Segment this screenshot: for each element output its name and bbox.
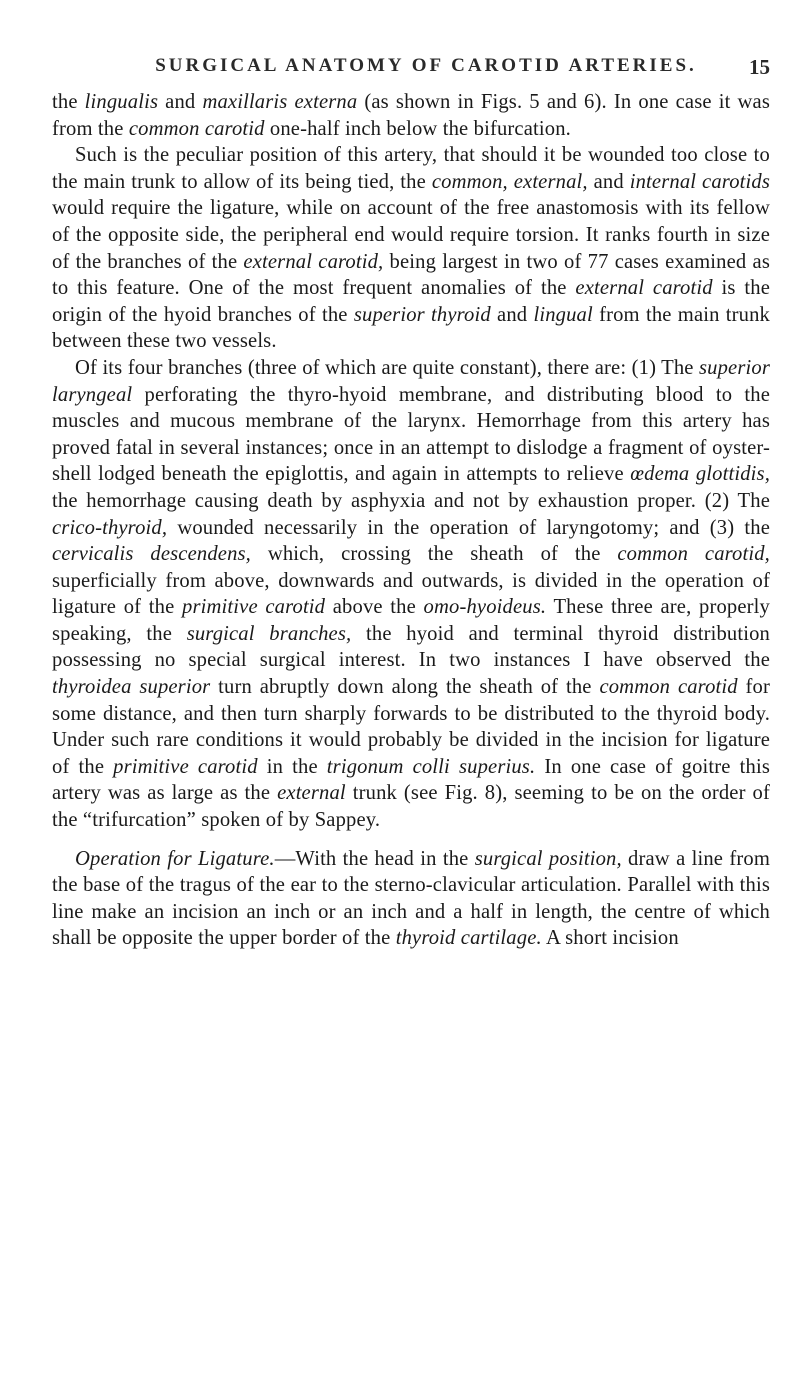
italic-term: œdema glottidis, (630, 463, 771, 486)
text-run: is the origin of the hyoid branches of the (52, 277, 770, 326)
italic-term: primitive carotid (113, 755, 258, 778)
italic-term: lingual (533, 303, 593, 326)
italic-term: thyroid cartilage. (395, 927, 542, 950)
text-run: A short incision (541, 927, 679, 950)
italic-term: common, external, (431, 170, 588, 193)
text-run: from the main trunk between these two vessels. (52, 303, 771, 353)
italic-term: external carotid, (243, 250, 384, 273)
text-run: in the (257, 755, 327, 778)
text-run: the (52, 91, 85, 113)
text-run: trunk (see Fig. 8), seeming to be on the order of the “trifurcation” spoken of by Sappey. (52, 782, 770, 832)
italic-term: common carotid (599, 676, 738, 699)
italic-term: thyroidea superior (52, 676, 211, 699)
paragraph-continuation (52, 89, 770, 142)
text-run: and (158, 91, 203, 113)
italic-term: surgical position, (474, 847, 622, 870)
italic-term: lingualis (84, 91, 159, 113)
text-run: Such is the peculiar position of this artery, that should it be wounded too close to the main trunk to allow of its being tied, the (52, 144, 770, 193)
italic-term: Operation for Ligature. (75, 847, 275, 870)
text-run: —With the head in the (274, 847, 475, 870)
italic-term: crico-thyroid, (52, 516, 168, 539)
paragraph-four-branches (52, 355, 770, 834)
paragraph-artery-position (52, 142, 770, 355)
page-number: 15 (749, 55, 770, 79)
text-run: turn abruptly down along the sheath of the (210, 676, 600, 699)
text-run: draw a line from the base of the tragus of the ear to the sterno-clavicular articulation. Parallel with this line make an incision an inch or an inch and a half in length, the centre of which shall be opposite the upper border of the (52, 847, 770, 950)
text-run: which, crossing the sheath of the (250, 543, 618, 566)
text-run: being largest in two of 77 cases examined as to this feature. One of the most frequent anomalies of the (52, 250, 770, 300)
italic-term: external carotid (575, 277, 713, 300)
italic-term: surgical branches, (186, 622, 352, 645)
text-run: would require the ligature, while on account of the free anastomosis with its fellow of the opposite side, the peripheral end would require torsion. It ranks fourth in size of the branches of the (52, 197, 770, 273)
text-run: In one case of goitre this artery was as large as the (52, 755, 770, 805)
italic-term: superior thyroid (353, 303, 491, 326)
text-run: and (587, 170, 630, 193)
body-text (52, 89, 770, 952)
running-title: SURGICAL ANATOMY OF CAROTID ARTERIES. (155, 55, 697, 76)
italic-term: internal carotids (629, 170, 770, 193)
italic-term: cervicalis descendens, (52, 543, 251, 566)
paragraph-operation-for-ligature (52, 846, 770, 952)
text-run: (as shown in Figs. 5 and 6). In one case it was from the (52, 91, 770, 140)
running-head (52, 55, 770, 89)
text-run: for some distance, and then turn sharply forwards to be distributed to the thyroid body. Under such rare conditions it would probably be divided in the incision for ligature of the (52, 676, 771, 778)
italic-term: maxillaris externa (202, 91, 358, 113)
text-run: superficially from above, downwards and outwards, is divided in the operation of ligature of the (52, 569, 770, 619)
text-run: above the (325, 596, 424, 619)
text-run: These three are, properly speaking, the (52, 596, 770, 645)
italic-term: external (277, 782, 346, 805)
text-run: perforating the thyro-hyoid membrane, and distributing blood to the muscles and mucous membrane of the larynx. Hemorrhage from this artery has proved fatal in several instances; once in an attempt to dislodge a fragment of oyster-shell lodged beneath the epiglottis, and again in attempts to relieve (52, 383, 770, 486)
italic-term: common carotid (128, 117, 265, 140)
italic-term: superior laryngeal (52, 356, 770, 406)
italic-term: omo-hyoideus. (423, 596, 547, 619)
text-run: one-half inch below the bifurcation. (264, 117, 571, 140)
italic-term: trigonum colli superius. (326, 755, 536, 778)
italic-term: primitive carotid (182, 596, 326, 619)
italic-term: common carotid, (617, 543, 770, 566)
text-run: the hyoid and terminal thyroid distribution possessing no special surgical interest. In two instances I have observed the (52, 622, 770, 672)
text-run: and (490, 303, 534, 326)
text-run: the hemorrhage causing death by asphyxia and not by exhaustion proper. (2) The (52, 489, 770, 512)
text-run: wounded necessarily in the operation of laryngotomy; and (3) the (167, 516, 770, 539)
text-run: Of its four branches (three of which are quite constant), there are: (1) The (75, 356, 699, 379)
